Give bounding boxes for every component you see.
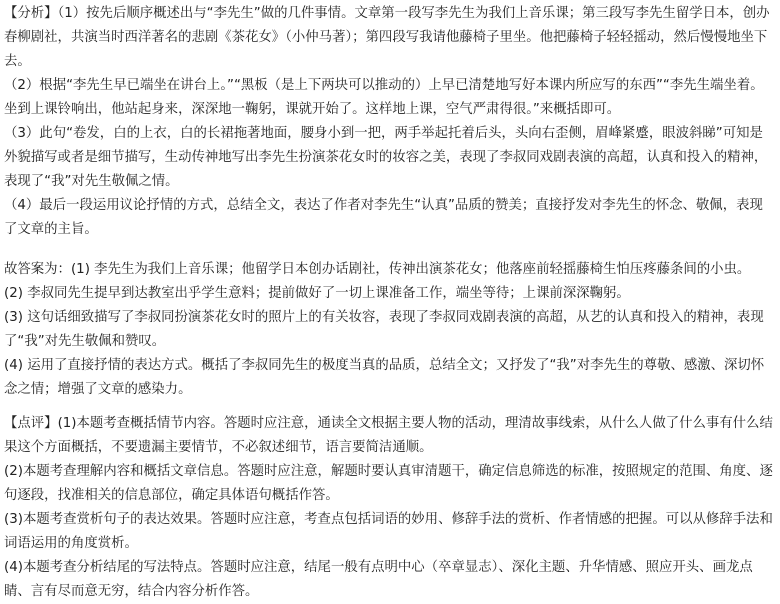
review-section: [4, 412, 776, 604]
analysis-paragraph-2: （2）根据“李先生早已端坐在讲台上。”“黑板（是上下两块可以推动的）上早已清楚地写好本课内所应写的东西”“李先生端坐着。坐到上课铃响出，他站起身来，深深地一鞠躬，课就开始了。这样地上课，空气严肃得很。”来概括即可。: [4, 78, 764, 117]
analysis-paragraph-1: [4, 2, 776, 74]
review-item-2: (2)本题考查理解内容和概括文章信息。答题时应注意，解题时要认真审清题干，确定信息筛选的标准，按照规定的范围、角度、逐句逐段，找准相关的信息部位，确定具体语句概括作答。: [4, 464, 773, 503]
answer-item-1: [4, 258, 776, 282]
answer-item-3: (3) 这句话细致描写了李叔同扮演茶花女时的照片上的有关妆容，表现了李叔同戏剧表演的高超，从艺的认真和投入的精神，表现了“我”对先生敬佩和赞叹。: [4, 310, 764, 349]
analysis-section: [4, 2, 776, 242]
answer-text-1: (1) 李先生为我们上音乐课；他留学日本创办话剧社，传神出演茶花女；他落座前轻摇藤椅生怕压疼藤条间的小虫。: [70, 262, 751, 277]
analysis-tag: 【分析】: [4, 6, 58, 21]
analysis-paragraph-4: （4）最后一段运用议论抒情的方式，总结全文，表达了作者对李先生“认真”品质的赞美；直接抒发对李先生的怀念、敬佩，表现了文章的主旨。: [4, 198, 763, 237]
analysis-paragraph-3: （3）此句“卷发，白的上衣，白的长裙拖著地面，腰身小到一把，两手举起托着后头，头向右歪侧，眉峰紧蹙，眼波斜睇”可知是外貌描写或者是细节描写，生动传神地写出李先生扮演茶花女时的妆容之美，表现了李叔同戏剧表演的高超，认真和投入的精神，表现了“我”对先生敬佩之情。: [4, 126, 768, 189]
answers-section: [4, 258, 776, 402]
review-item-1: [4, 412, 776, 460]
answers-intro: 故答案为：: [4, 262, 71, 277]
review-item-4: (4)本题考查分析结尾的写法特点。答题时应注意，结尾一般有点明中心（卒章显志）、深化主题、升华情感、照应开头、画龙点睛、言有尽而意无穷，结合内容分析作答。: [4, 560, 753, 599]
answer-item-4: (4) 运用了直接抒情的表达方式。概括了李叔同先生的极度当真的品质，总结全文；又抒发了“我”对李先生的尊敬、感激、深切怀念之情；增强了文章的感染力。: [4, 358, 765, 397]
answer-item-2: (2) 李叔同先生提早到达教室出乎学生意料；提前做好了一切上课准备工作，端坐等待；上课前深深鞠躬。: [4, 286, 630, 301]
review-text-1: (1)本题考查概括情节内容。答题时应注意，通读全文根据主要人物的活动，理清故事线索，从什么人做了什么事有什么结果这个方面概括，不要遗漏主要情节，不必叙述细节，语言要简洁通顺。: [4, 416, 773, 455]
analysis-text-1: （1）按先后顺序概述出与“李先生”做的几件事情。文章第一段写李先生为我们上音乐课；第三段写李先生留学日本，创办春柳剧社，共演当时西洋著名的悲剧《茶花女》（小仲马著）；第四段写我请他藤椅子里坐。他把藤椅子轻轻摇动，然后慢慢地坐下去。: [4, 6, 770, 69]
review-tag: 【点评】: [4, 416, 58, 431]
review-item-3: (3)本题考查赏析句子的表达效果。答题时应注意，考查点包括词语的妙用、修辞手法的赏析、作者情感的把握。可以从修辞手法和词语运用的角度赏析。: [4, 512, 773, 551]
